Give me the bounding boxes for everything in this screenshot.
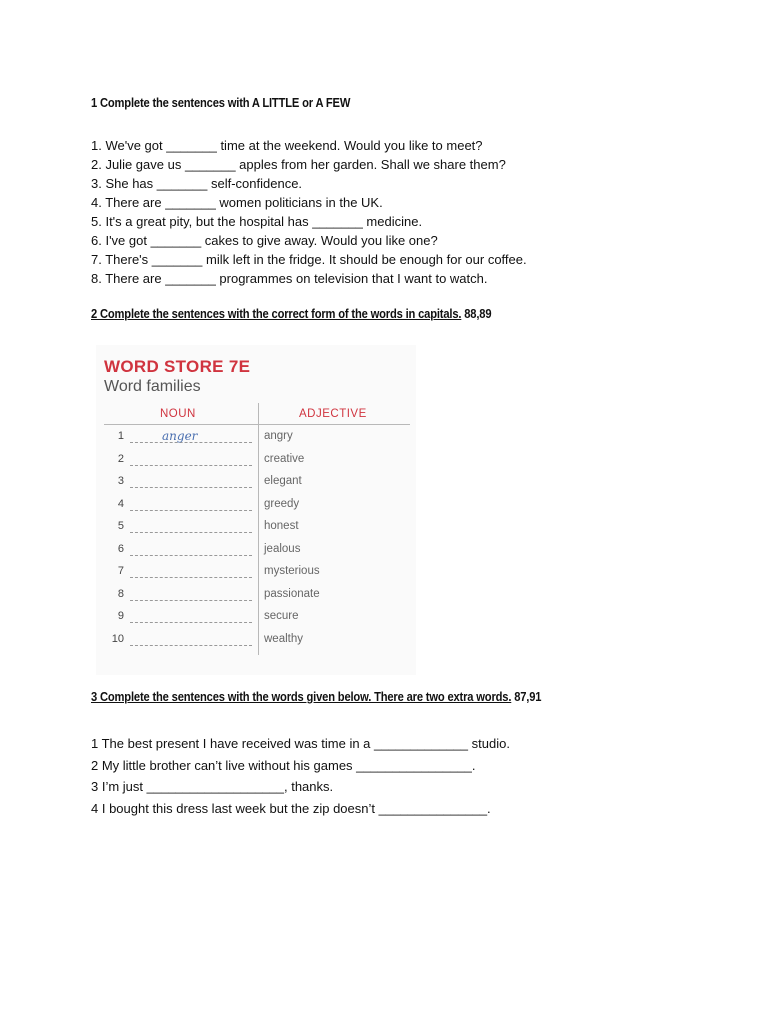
answer-line xyxy=(130,577,252,578)
row-number: 9 xyxy=(117,610,124,622)
answer-line xyxy=(130,532,252,533)
adjective-word: elegant xyxy=(264,475,302,487)
list-item: 1. We've got _______ time at the weekend. Would you like to meet? xyxy=(91,138,483,153)
table-row xyxy=(96,540,416,562)
row-number: 2 xyxy=(117,452,124,465)
list-item: 4 I bought this dress last week but the zip doesn’t _______________. xyxy=(91,800,491,816)
header-divider xyxy=(104,424,410,425)
section-1-heading: 1 Complete the sentences with A LITTLE or A FEW xyxy=(91,95,351,110)
section-3-page-refs: 87,91 xyxy=(511,689,542,704)
list-item: 7. There's _______ milk left in the fridge. It should be enough for our coffee. xyxy=(91,252,527,267)
adjective-word: creative xyxy=(264,452,305,465)
word-store-image xyxy=(96,345,416,675)
answer-line xyxy=(130,600,252,601)
list-item: 6. I've got _______ cakes to give away. Would you like one? xyxy=(91,233,438,248)
section-3-heading-text: 3 Complete the sentences with the words given below. There are two extra words. xyxy=(91,689,512,704)
table-row xyxy=(96,450,416,472)
answer-line xyxy=(130,465,252,466)
list-item: 5. It's a great pity, but the hospital has _______ medicine. xyxy=(91,214,423,229)
answer-line xyxy=(130,555,252,556)
adjective-word: greedy xyxy=(264,497,300,510)
list-item: 8. There are _______ programmes on television that I want to watch. xyxy=(91,271,488,286)
section-3-list xyxy=(91,733,510,819)
section-2-heading xyxy=(91,306,491,321)
adjective-word: jealous xyxy=(264,542,301,555)
section-1-list xyxy=(91,136,527,288)
row-number: 4 xyxy=(117,497,124,510)
answer-line xyxy=(130,487,252,488)
table-row xyxy=(96,607,416,629)
word-store-title: WORD STORE 7E xyxy=(104,357,251,376)
table-row xyxy=(96,630,416,652)
adjective-column-header: ADJECTIVE xyxy=(299,408,367,420)
table-row xyxy=(96,472,416,494)
adjective-word: angry xyxy=(264,430,293,442)
list-item: 2. Julie gave us _______ apples from her garden. Shall we share them? xyxy=(91,157,506,172)
row-number: 3 xyxy=(117,475,124,487)
row-number: 1 xyxy=(117,430,124,442)
list-item: 2 My little brother can’t live without his games ________________. xyxy=(91,757,476,773)
word-store-subtitle: Word families xyxy=(104,378,201,395)
answer-line xyxy=(130,645,252,646)
table-row xyxy=(96,585,416,607)
row-number: 6 xyxy=(117,542,124,555)
table-row xyxy=(96,517,416,539)
list-item: 3. She has _______ self-confidence. xyxy=(91,176,303,191)
answer-line xyxy=(130,622,252,623)
adjective-word: passionate xyxy=(264,587,320,600)
table-row xyxy=(96,562,416,584)
adjective-word: honest xyxy=(264,520,299,532)
adjective-word: wealthy xyxy=(264,632,303,645)
list-item: 3 I’m just ___________________, thanks. xyxy=(91,779,334,794)
row-number: 7 xyxy=(117,565,124,577)
section-3-heading xyxy=(91,689,541,704)
row-number: 10 xyxy=(111,632,124,645)
handwritten-answer: anger xyxy=(162,429,198,443)
list-item: 4. There are _______ women politicians in the UK. xyxy=(91,195,383,210)
answer-line xyxy=(130,510,252,511)
section-2-heading-text: 2 Complete the sentences with the correct form of the words in capitals. xyxy=(91,306,462,321)
row-number: 5 xyxy=(117,520,124,532)
table-row xyxy=(96,495,416,517)
table-row xyxy=(96,427,416,449)
row-number: 8 xyxy=(117,587,124,600)
list-item: 1 The best present I have received was time in a _____________ studio. xyxy=(91,736,510,751)
noun-column-header: NOUN xyxy=(160,408,196,420)
adjective-word: secure xyxy=(264,610,299,622)
adjective-word: mysterious xyxy=(264,565,320,577)
section-2-page-refs: 88,89 xyxy=(461,306,492,321)
